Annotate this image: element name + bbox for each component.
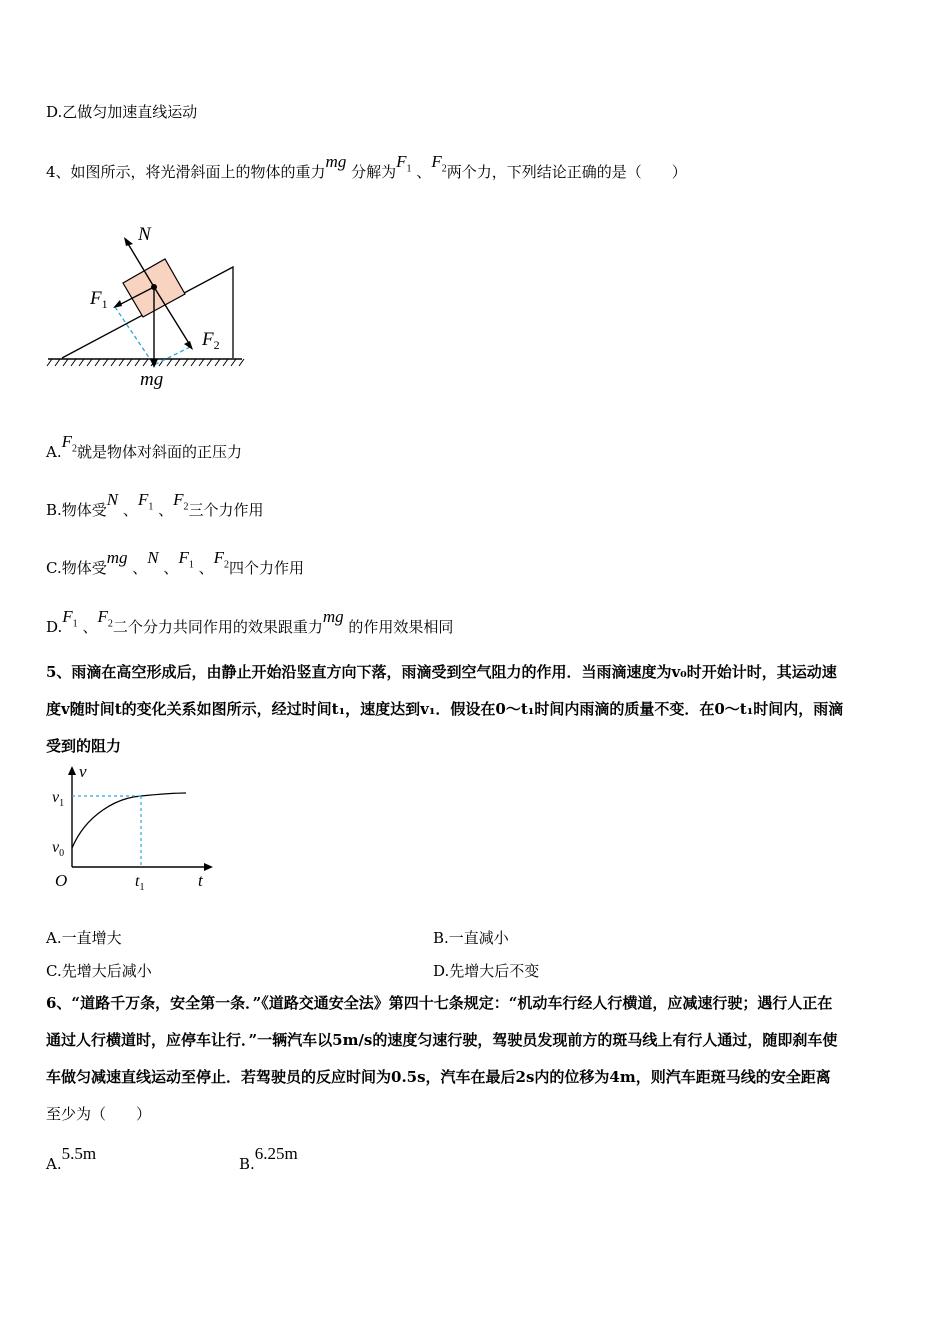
q4-text-c: 两个力，下列结论正确的是（ ） bbox=[446, 163, 687, 181]
q5-line2: 度v随时间t的变化关系如图所示，经过时间t₁，速度达到v₁．假设在0～t₁时间内雨滴的质量不变．在0～t₁时间内，雨滴 bbox=[46, 700, 844, 718]
q4-mg: mg bbox=[325, 152, 347, 171]
t1-label: $t_1$ bbox=[135, 873, 145, 893]
q4-option-c: C.物体受mg 、N 、$F_1$ 、$F_2$四个力作用 bbox=[46, 548, 305, 577]
q6-stem bbox=[46, 985, 906, 1133]
label-f2: $F_2$ bbox=[202, 329, 220, 352]
v1-label: $v_1$ bbox=[52, 789, 65, 809]
q4-option-b: B.物体受N 、$F_1$ 、$F_2$三个力作用 bbox=[46, 490, 264, 519]
q5-option-c: C.先增大后减小 bbox=[46, 962, 152, 980]
label-n: N bbox=[138, 224, 151, 245]
label-f1: $F_1$ bbox=[90, 288, 108, 311]
q4-text-b: 分解为 bbox=[351, 163, 397, 181]
axis-v-label: v bbox=[79, 762, 87, 781]
q5-option-a: A.一直增大 bbox=[46, 929, 122, 947]
q5-line3: 受到的阻力 bbox=[46, 737, 122, 755]
prev-option-d: D.乙做匀加速直线运动 bbox=[46, 103, 198, 121]
q4-stem bbox=[46, 152, 687, 189]
axis-t-label: t bbox=[198, 871, 203, 890]
q6-option-b: B.6.25m bbox=[239, 1144, 298, 1173]
incline-figure bbox=[40, 215, 260, 395]
q4-f1: $F_1$ bbox=[396, 152, 412, 175]
q6-line3: 车做匀减速直线运动至停止．若驾驶员的反应时间为0.5s，汽车在最后2s内的位移为4m，则汽车距斑马线的安全距离 bbox=[46, 1068, 831, 1086]
q5-option-b: B.一直减小 bbox=[433, 929, 509, 947]
q5-line1: 5、雨滴在高空形成后，由静止开始沿竖直方向下落，雨滴受到空气阻力的作用．当雨滴速度为v₀时开始计时，其运动速 bbox=[46, 663, 837, 681]
q5-option-d: D.先增大后不变 bbox=[433, 962, 540, 980]
q6-line4: 至少为（ ） bbox=[46, 1105, 152, 1123]
velocity-time-graph bbox=[46, 760, 226, 895]
q4-option-a: $A.F_2$就是物体对斜面的正压力 bbox=[46, 432, 243, 461]
q4-sep: 、 bbox=[416, 163, 432, 181]
q5-stem bbox=[46, 654, 906, 765]
q4-f2: $F_2$ bbox=[431, 152, 447, 175]
q6-option-a: A.5.5m bbox=[46, 1144, 97, 1173]
q6-line2: 通过人行横道时，应停车让行．”一辆汽车以5m/s的速度匀速行驶，驾驶员发现前方的斑马线上有行人通过，随即刹车使 bbox=[46, 1031, 838, 1049]
origin-label: O bbox=[55, 871, 68, 890]
q4-option-d: $D.F_1$ 、$F_2$二个分力共同作用的效果跟重力mg 的作用效果相同 bbox=[46, 607, 454, 636]
label-mg: mg bbox=[140, 369, 164, 390]
q6-line1: 6、“道路千万条，安全第一条．”《道路交通安全法》第四十七条规定：“机动车行经人行横道，应减速行驶；遇行人正在 bbox=[46, 994, 833, 1012]
q4-a-f2: $F_2$ bbox=[61, 432, 77, 455]
v0-label: $v_0$ bbox=[52, 839, 65, 859]
v-curve bbox=[72, 793, 186, 848]
q4-text-a: 4、如图所示，将光滑斜面上的物体的重力 bbox=[46, 163, 326, 181]
